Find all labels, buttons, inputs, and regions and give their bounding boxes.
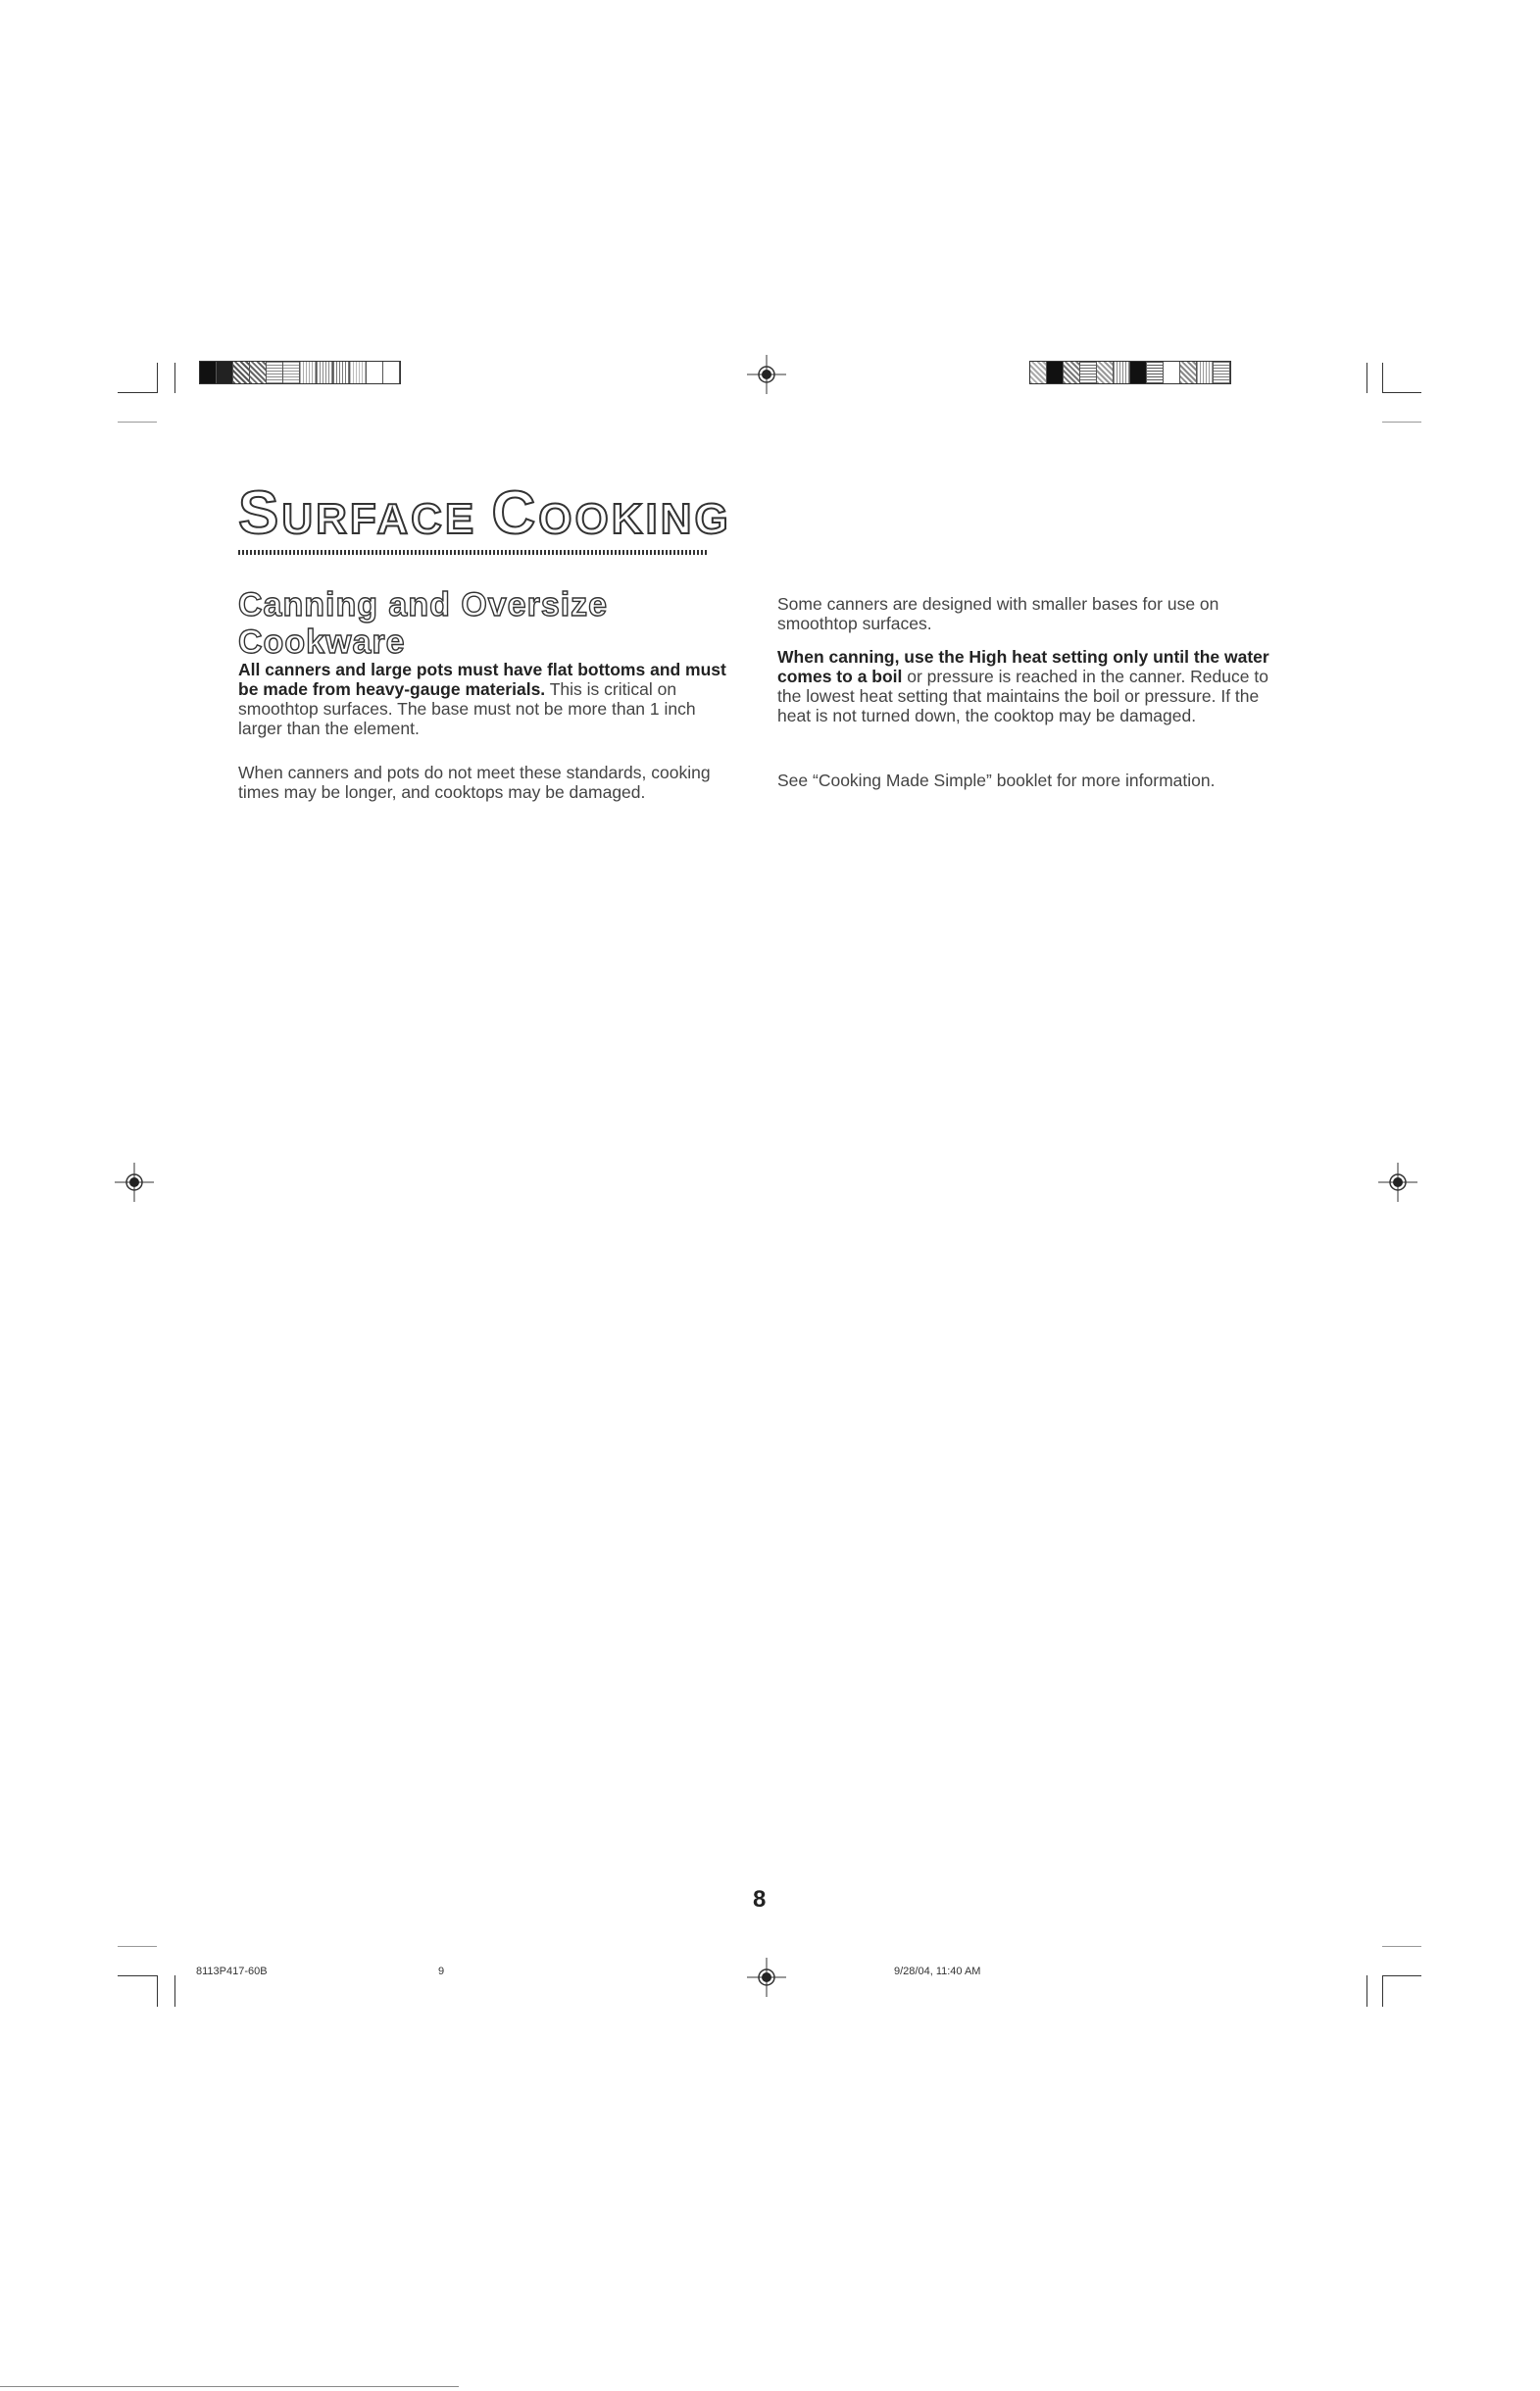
title-initial: C <box>491 479 539 547</box>
title-rest: OOKING <box>538 495 731 543</box>
crop-mark-bottom-right-v2 <box>1382 1975 1383 2007</box>
crop-mark-bottom-right-h2 <box>1382 1946 1421 1947</box>
crop-mark-bottom-left-v2 <box>174 1975 175 2007</box>
registration-mark-icon <box>747 1958 786 1997</box>
crop-mark-bottom-right-v <box>1366 1975 1367 2007</box>
right-paragraph-1: Some canners are designed with smaller bases for use on smoothtop surfaces. <box>777 594 1219 633</box>
left-paragraph-1-bold: All canners and large pots must have flat bottoms and must be made from heavy-gauge materials. <box>238 660 726 699</box>
right-paragraph-2 <box>777 647 1287 725</box>
page-title <box>238 478 731 548</box>
crop-mark-bottom-left-h <box>118 1946 157 1947</box>
crop-mark-top-left-short <box>118 422 157 423</box>
crop-mark-top-left-v2 <box>174 363 175 393</box>
page-number: 8 <box>753 1886 767 1913</box>
crop-mark-top-right-h <box>1382 392 1421 393</box>
title-rest: URFACE <box>281 495 492 543</box>
registration-mark-icon <box>1378 1163 1417 1202</box>
registration-mark-icon <box>115 1163 154 1202</box>
footer-doc-code: 8113P417-60B <box>196 1966 268 1977</box>
color-bar-left <box>199 361 401 384</box>
crop-mark-top-right-short <box>1382 422 1421 423</box>
crop-mark-top-left-v <box>157 363 158 393</box>
right-paragraph-2-text: or pressure is reached in the canner. Reduce to the lowest heat setting that maintains the boil or pressure. If the heat is not turned down, the cooktop may be damaged. <box>777 667 1268 725</box>
color-bar-right <box>1029 361 1231 384</box>
footer-sheet-number: 9 <box>438 1966 445 1977</box>
right-paragraph-2-bold: When canning, use the High heat setting only until the water comes to a boil <box>777 647 1269 686</box>
crop-mark-top-right-v <box>1366 363 1367 393</box>
bottom-edge-line <box>0 2386 459 2387</box>
title-rule <box>238 550 707 555</box>
crop-mark-bottom-right-h <box>1382 1975 1421 1976</box>
crop-mark-top-right-v2 <box>1382 363 1383 393</box>
left-paragraph-1 <box>238 660 728 738</box>
section-title: Canning and Oversize Cookware <box>238 586 609 661</box>
crop-mark-top-left-h <box>118 392 157 393</box>
crop-mark-bottom-left-v <box>157 1975 158 2007</box>
right-paragraph-3: See “Cooking Made Simple” booklet for more information. <box>777 771 1216 790</box>
left-paragraph-1-text: This is critical on smoothtop surfaces. The base must not be more than 1 inch larger than the element. <box>238 679 696 738</box>
left-paragraph-2: When canners and pots do not meet these standards, cooking times may be longer, and cooktops may be damaged. <box>238 763 711 802</box>
footer-timestamp: 9/28/04, 11:40 AM <box>894 1966 981 1977</box>
registration-mark-icon <box>747 355 786 394</box>
title-initial: S <box>238 479 282 547</box>
crop-mark-bottom-left-h2 <box>118 1975 157 1976</box>
